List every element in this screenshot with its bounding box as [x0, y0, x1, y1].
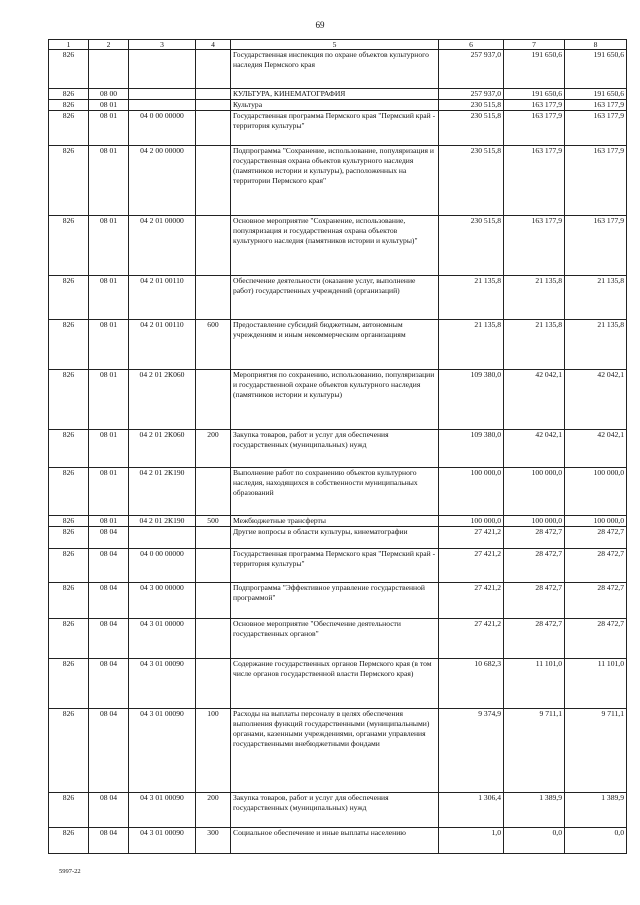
row-description: КУЛЬТУРА, КИНЕМАТОГРАФИЯ — [231, 89, 439, 100]
target-article: 04 3 01 00090 — [129, 709, 196, 793]
section-code: 08 01 — [89, 430, 129, 468]
amount-col6: 257 937,0 — [439, 50, 504, 89]
table-row — [49, 659, 627, 709]
amount-col7: 28 472,7 — [504, 619, 565, 659]
amount-col7: 28 472,7 — [504, 527, 565, 549]
amount-col7: 28 472,7 — [504, 549, 565, 583]
expense-type: 600 — [196, 320, 231, 370]
amount-col8: 163 177,9 — [565, 111, 627, 146]
expense-type — [196, 276, 231, 320]
row-description: Подпрограмма "Сохранение, использование, популяризация и государственная охрана объектов культурного наследия (памятников истории и культуры), расположенных на территории Пермского края" — [231, 146, 439, 216]
expense-type — [196, 549, 231, 583]
amount-col8: 1 389,9 — [565, 793, 627, 828]
amount-col6: 100 000,0 — [439, 468, 504, 516]
target-article — [129, 89, 196, 100]
expense-type: 200 — [196, 430, 231, 468]
section-code: 08 04 — [89, 828, 129, 854]
target-article: 04 2 01 2К060 — [129, 370, 196, 430]
amount-col6: 27 421,2 — [439, 583, 504, 619]
table-row — [49, 370, 627, 430]
table-row — [49, 709, 627, 793]
row-description: Расходы на выплаты персоналу в целях обеспечения выполнения функций государственными (муниципальными) органами, казенными учреждениями, органами управления государственными внебюджетными фондами — [231, 709, 439, 793]
target-article: 04 3 01 00090 — [129, 793, 196, 828]
expense-type — [196, 50, 231, 89]
admin-code: 826 — [49, 527, 89, 549]
target-article: 04 2 01 2К190 — [129, 468, 196, 516]
amount-col7: 191 650,6 — [504, 89, 565, 100]
admin-code: 826 — [49, 216, 89, 276]
amount-col7: 163 177,9 — [504, 146, 565, 216]
section-code: 08 04 — [89, 583, 129, 619]
admin-code: 826 — [49, 50, 89, 89]
row-description: Закупка товаров, работ и услуг для обеспечения государственных (муниципальных) нужд — [231, 430, 439, 468]
admin-code: 826 — [49, 549, 89, 583]
amount-col8: 21 135,8 — [565, 276, 627, 320]
section-code: 08 01 — [89, 516, 129, 527]
header-cell: 4 — [196, 40, 231, 50]
row-description: Подпрограмма "Эффективное управление государственной программой" — [231, 583, 439, 619]
table-row — [49, 527, 627, 549]
expense-type — [196, 619, 231, 659]
row-description: Предоставление субсидий бюджетным, автономным учреждениям и иным некоммерческим организациям — [231, 320, 439, 370]
table-row — [49, 583, 627, 619]
header-cell: 7 — [504, 40, 565, 50]
section-code: 08 04 — [89, 659, 129, 709]
section-code: 08 01 — [89, 216, 129, 276]
header-cell: 2 — [89, 40, 129, 50]
budget-table — [48, 39, 627, 854]
amount-col8: 163 177,9 — [565, 146, 627, 216]
amount-col8: 163 177,9 — [565, 216, 627, 276]
amount-col6: 1,0 — [439, 828, 504, 854]
amount-col7: 163 177,9 — [504, 100, 565, 111]
row-description: Межбюджетные трансферты — [231, 516, 439, 527]
header-cell: 3 — [129, 40, 196, 50]
expense-type — [196, 100, 231, 111]
expense-type — [196, 659, 231, 709]
amount-col8: 28 472,7 — [565, 583, 627, 619]
amount-col8: 163 177,9 — [565, 100, 627, 111]
section-code: 08 01 — [89, 146, 129, 216]
amount-col7: 0,0 — [504, 828, 565, 854]
admin-code: 826 — [49, 320, 89, 370]
amount-col6: 100 000,0 — [439, 516, 504, 527]
section-code: 08 01 — [89, 320, 129, 370]
amount-col8: 100 000,0 — [565, 468, 627, 516]
target-article — [129, 100, 196, 111]
section-code: 08 04 — [89, 549, 129, 583]
target-article: 04 3 01 00090 — [129, 659, 196, 709]
target-article: 04 2 00 00000 — [129, 146, 196, 216]
amount-col6: 109 380,0 — [439, 370, 504, 430]
admin-code: 826 — [49, 583, 89, 619]
amount-col8: 28 472,7 — [565, 527, 627, 549]
admin-code: 826 — [49, 468, 89, 516]
row-description: Обеспечение деятельности (оказание услуг, выполнение работ) государственных учреждений (организаций) — [231, 276, 439, 320]
table-row — [49, 50, 627, 89]
amount-col6: 10 682,3 — [439, 659, 504, 709]
amount-col6: 257 937,0 — [439, 89, 504, 100]
amount-col7: 9 711,1 — [504, 709, 565, 793]
amount-col6: 1 306,4 — [439, 793, 504, 828]
amount-col6: 230 515,8 — [439, 146, 504, 216]
amount-col6: 27 421,2 — [439, 527, 504, 549]
target-article: 04 2 01 00110 — [129, 320, 196, 370]
amount-col8: 42 042,1 — [565, 430, 627, 468]
admin-code: 826 — [49, 111, 89, 146]
section-code: 08 01 — [89, 370, 129, 430]
admin-code: 826 — [49, 370, 89, 430]
amount-col8: 191 650,6 — [565, 89, 627, 100]
target-article: 04 2 01 2К060 — [129, 430, 196, 468]
expense-type — [196, 111, 231, 146]
amount-col7: 163 177,9 — [504, 111, 565, 146]
amount-col7: 28 472,7 — [504, 583, 565, 619]
section-code: 08 04 — [89, 527, 129, 549]
target-article: 04 2 01 00110 — [129, 276, 196, 320]
target-article: 04 0 00 00000 — [129, 111, 196, 146]
table-row — [49, 320, 627, 370]
section-code: 08 01 — [89, 111, 129, 146]
expense-type — [196, 146, 231, 216]
amount-col8: 28 472,7 — [565, 619, 627, 659]
amount-col6: 27 421,2 — [439, 619, 504, 659]
amount-col7: 42 042,1 — [504, 430, 565, 468]
admin-code: 826 — [49, 276, 89, 320]
amount-col7: 1 389,9 — [504, 793, 565, 828]
table-row — [49, 111, 627, 146]
section-code: 08 04 — [89, 709, 129, 793]
amount-col6: 230 515,8 — [439, 100, 504, 111]
amount-col7: 21 135,8 — [504, 320, 565, 370]
row-description: Выполнение работ по сохранению объектов культурного наследия, находящихся в собственности муниципальных образований — [231, 468, 439, 516]
row-description: Мероприятия по сохранению, использованию, популяризации и государственной охране объектов культурного наследия (памятников истории и культуры) — [231, 370, 439, 430]
table-row — [49, 516, 627, 527]
admin-code: 826 — [49, 100, 89, 111]
admin-code: 826 — [49, 659, 89, 709]
row-description: Государственная программа Пермского края "Пермский край - территория культуры" — [231, 111, 439, 146]
admin-code: 826 — [49, 146, 89, 216]
row-description: Основное мероприятие "Обеспечение деятельности государственных органов" — [231, 619, 439, 659]
section-code: 08 04 — [89, 793, 129, 828]
table-row — [49, 430, 627, 468]
header-cell: 1 — [49, 40, 89, 50]
expense-type — [196, 468, 231, 516]
table-row — [49, 100, 627, 111]
target-article: 04 0 00 00000 — [129, 549, 196, 583]
target-article — [129, 527, 196, 549]
table-row — [49, 146, 627, 216]
admin-code: 826 — [49, 430, 89, 468]
row-description: Социальное обеспечение и иные выплаты населению — [231, 828, 439, 854]
admin-code: 826 — [49, 516, 89, 527]
target-article — [129, 50, 196, 89]
table-row — [49, 89, 627, 100]
target-article: 04 3 00 00000 — [129, 583, 196, 619]
table-row — [49, 468, 627, 516]
expense-type: 500 — [196, 516, 231, 527]
target-article: 04 2 01 2К190 — [129, 516, 196, 527]
section-code — [89, 50, 129, 89]
amount-col8: 100 000,0 — [565, 516, 627, 527]
amount-col8: 11 101,0 — [565, 659, 627, 709]
amount-col7: 100 000,0 — [504, 516, 565, 527]
admin-code: 826 — [49, 709, 89, 793]
expense-type: 300 — [196, 828, 231, 854]
target-article: 04 3 01 00000 — [129, 619, 196, 659]
header-cell: 8 — [565, 40, 627, 50]
expense-type — [196, 527, 231, 549]
amount-col8: 28 472,7 — [565, 549, 627, 583]
expense-type — [196, 370, 231, 430]
amount-col6: 230 515,8 — [439, 111, 504, 146]
expense-type — [196, 583, 231, 619]
expense-type: 200 — [196, 793, 231, 828]
section-code: 08 01 — [89, 276, 129, 320]
amount-col8: 191 650,6 — [565, 50, 627, 89]
header-cell: 5 — [231, 40, 439, 50]
amount-col7: 163 177,9 — [504, 216, 565, 276]
amount-col6: 9 374,9 — [439, 709, 504, 793]
amount-col6: 230 515,8 — [439, 216, 504, 276]
section-code: 08 01 — [89, 468, 129, 516]
row-description: Государственная программа Пермского края "Пермский край - территория культуры" — [231, 549, 439, 583]
section-code: 08 00 — [89, 89, 129, 100]
amount-col6: 21 135,8 — [439, 276, 504, 320]
section-code: 08 04 — [89, 619, 129, 659]
expense-type — [196, 216, 231, 276]
amount-col8: 21 135,8 — [565, 320, 627, 370]
section-code: 08 01 — [89, 100, 129, 111]
expense-type — [196, 89, 231, 100]
amount-col7: 42 042,1 — [504, 370, 565, 430]
table-row — [49, 549, 627, 583]
page-number: 69 — [315, 20, 325, 30]
amount-col8: 0,0 — [565, 828, 627, 854]
table-row — [49, 276, 627, 320]
table-row — [49, 619, 627, 659]
amount-col7: 11 101,0 — [504, 659, 565, 709]
table-row — [49, 216, 627, 276]
amount-col7: 21 135,8 — [504, 276, 565, 320]
target-article: 04 3 01 00090 — [129, 828, 196, 854]
target-article: 04 2 01 00000 — [129, 216, 196, 276]
row-description: Другие вопросы в области культуры, кинематографии — [231, 527, 439, 549]
row-description: Культура — [231, 100, 439, 111]
amount-col8: 9 711,1 — [565, 709, 627, 793]
footer-code: 5997-22 — [59, 868, 81, 875]
row-description: Государственная инспекция по охране объектов культурного наследия Пермского края — [231, 50, 439, 89]
header-row — [49, 40, 627, 50]
amount-col7: 100 000,0 — [504, 468, 565, 516]
header-cell: 6 — [439, 40, 504, 50]
amount-col7: 191 650,6 — [504, 50, 565, 89]
admin-code: 826 — [49, 619, 89, 659]
amount-col6: 109 380,0 — [439, 430, 504, 468]
row-description: Содержание государственных органов Пермского края (в том числе органов государственной власти Пермского края) — [231, 659, 439, 709]
row-description: Основное мероприятие "Сохранение, использование, популяризация и государственная охрана объектов культурного наследия (памятников истории и культуры)" — [231, 216, 439, 276]
expense-type: 100 — [196, 709, 231, 793]
admin-code: 826 — [49, 89, 89, 100]
amount-col6: 27 421,2 — [439, 549, 504, 583]
amount-col6: 21 135,8 — [439, 320, 504, 370]
row-description: Закупка товаров, работ и услуг для обеспечения государственных (муниципальных) нужд — [231, 793, 439, 828]
admin-code: 826 — [49, 793, 89, 828]
table-row — [49, 828, 627, 854]
table-row — [49, 793, 627, 828]
admin-code: 826 — [49, 828, 89, 854]
amount-col8: 42 042,1 — [565, 370, 627, 430]
